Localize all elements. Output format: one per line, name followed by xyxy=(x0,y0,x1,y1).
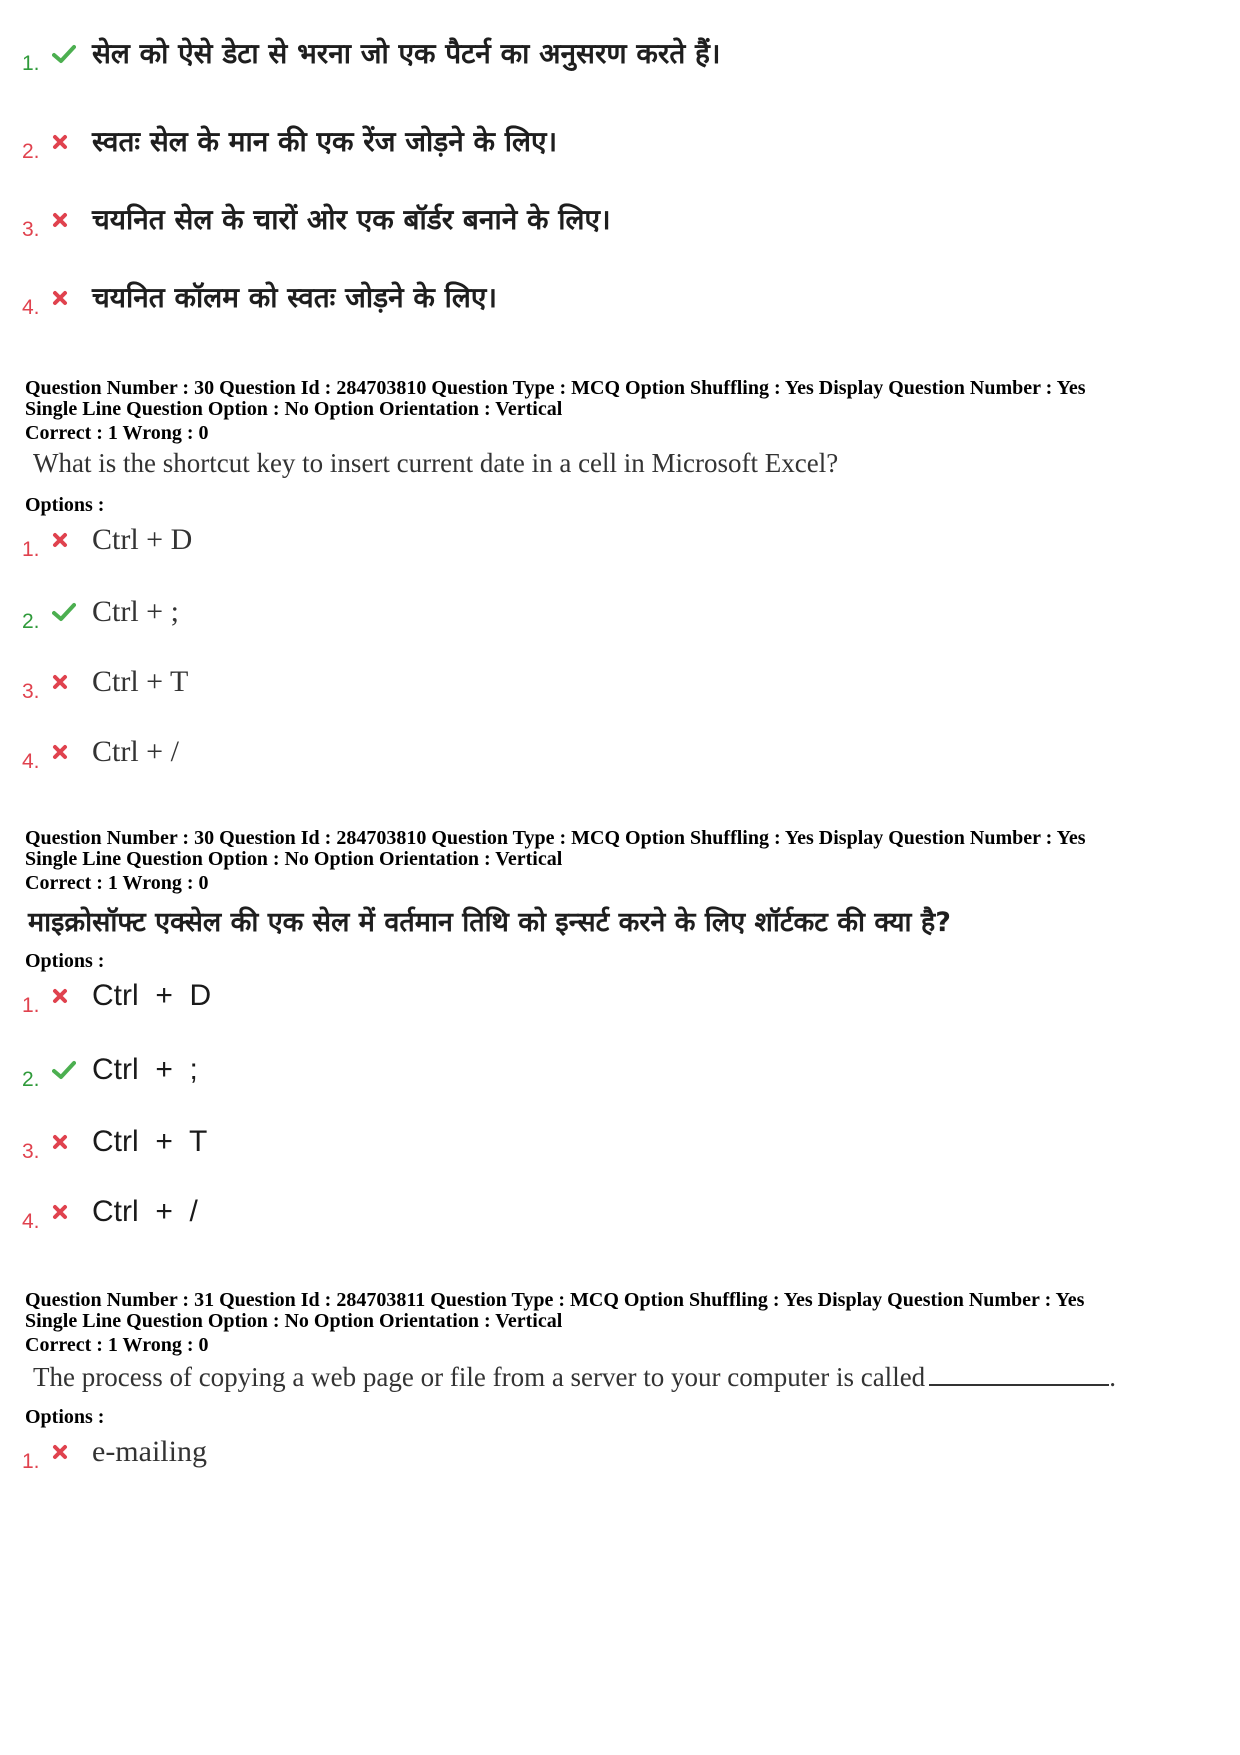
option-row[interactable] xyxy=(22,196,611,244)
score-line: Correct : 1 Wrong : 0 xyxy=(25,872,209,894)
option-text: Ctrl + D xyxy=(92,523,193,556)
option-row[interactable] xyxy=(22,516,192,564)
cross-icon xyxy=(52,212,92,228)
cross-icon xyxy=(52,134,92,150)
option-text: चयनित सेल के चारों ओर एक बॉर्डर बनाने के लिए। xyxy=(92,203,611,236)
option-text: Ctrl + / xyxy=(92,735,179,768)
option-number: 4. xyxy=(22,750,40,773)
option-number: 3. xyxy=(22,680,40,703)
option-text: Ctrl + ; xyxy=(92,595,179,628)
check-icon xyxy=(52,602,92,622)
option-number: 1. xyxy=(22,52,40,75)
question-text: माइक्रोसॉफ्ट एक्सेल की एक सेल में वर्तमान तिथि को इन्सर्ट करने के लिए शॉर्टकट की क्या है? xyxy=(28,907,951,938)
option-text: Ctrl + / xyxy=(92,1195,198,1228)
option-row[interactable] xyxy=(22,1428,207,1476)
option-text: स्वतः सेल के मान की एक रेंज जोड़ने के लिए। xyxy=(92,125,558,158)
option-number: 3. xyxy=(22,218,40,241)
option-text: Ctrl + T xyxy=(92,1125,208,1158)
question-meta xyxy=(25,378,1225,420)
option-number: 1. xyxy=(22,538,40,561)
question-text xyxy=(33,1358,1116,1393)
cross-icon xyxy=(52,674,92,690)
option-number: 4. xyxy=(22,296,40,319)
check-icon xyxy=(52,1060,92,1080)
option-row[interactable] xyxy=(22,972,211,1020)
option-row[interactable] xyxy=(22,588,179,636)
option-row[interactable] xyxy=(22,30,721,78)
cross-icon xyxy=(52,1444,92,1460)
check-icon xyxy=(52,44,92,64)
option-row[interactable] xyxy=(22,274,497,322)
question-meta xyxy=(25,1290,1225,1332)
option-text: Ctrl + ; xyxy=(92,1053,198,1086)
option-text: Ctrl + T xyxy=(92,665,189,698)
option-text: Ctrl + D xyxy=(92,979,212,1012)
option-number: 3. xyxy=(22,1140,40,1163)
score-line: Correct : 1 Wrong : 0 xyxy=(25,422,209,444)
fill-in-blank xyxy=(929,1358,1109,1386)
option-text: चयनित कॉलम को स्वतः जोड़ने के लिए। xyxy=(92,281,497,314)
cross-icon xyxy=(52,988,92,1004)
score-line: Correct : 1 Wrong : 0 xyxy=(25,1334,209,1356)
question-meta-line-2: Single Line Question Option : No Option Orientation : Vertical xyxy=(25,848,563,870)
option-row[interactable] xyxy=(22,1118,207,1166)
option-number: 2. xyxy=(22,140,40,163)
option-row[interactable] xyxy=(22,1188,198,1236)
option-number: 1. xyxy=(22,1450,40,1473)
question-text-end: . xyxy=(1109,1362,1116,1392)
option-row[interactable] xyxy=(22,658,188,706)
option-row[interactable] xyxy=(22,118,557,166)
option-text: e-mailing xyxy=(92,1435,207,1468)
cross-icon xyxy=(52,1204,92,1220)
option-row[interactable] xyxy=(22,728,179,776)
options-label: Options : xyxy=(25,494,105,516)
option-row[interactable] xyxy=(22,1046,198,1094)
question-meta-line-1: Question Number : 30 Question Id : 284703810 Question Type : MCQ Option Shuffling : Yes Display Question Number : Yes xyxy=(25,827,1086,849)
question-text: What is the shortcut key to insert current date in a cell in Microsoft Excel? xyxy=(33,448,839,478)
options-label: Options : xyxy=(25,1406,105,1428)
cross-icon xyxy=(52,744,92,760)
cross-icon xyxy=(52,532,92,548)
question-meta xyxy=(25,828,1225,870)
cross-icon xyxy=(52,290,92,306)
option-text: सेल को ऐसे डेटा से भरना जो एक पैटर्न का अनुसरण करते हैं। xyxy=(92,37,721,70)
option-number: 4. xyxy=(22,1210,40,1233)
cross-icon xyxy=(52,1134,92,1150)
question-text-main: The process of copying a web page or file from a server to your computer is called xyxy=(33,1362,926,1392)
option-number: 1. xyxy=(22,994,40,1017)
question-meta-line-2: Single Line Question Option : No Option Orientation : Vertical xyxy=(25,1310,563,1332)
option-number: 2. xyxy=(22,610,40,633)
options-label: Options : xyxy=(25,950,105,972)
question-meta-line-1: Question Number : 30 Question Id : 284703810 Question Type : MCQ Option Shuffling : Yes Display Question Number : Yes xyxy=(25,377,1086,399)
question-meta-line-2: Single Line Question Option : No Option Orientation : Vertical xyxy=(25,398,563,420)
question-meta-line-1: Question Number : 31 Question Id : 284703811 Question Type : MCQ Option Shuffling : Yes Display Question Number : Yes xyxy=(25,1289,1085,1311)
option-number: 2. xyxy=(22,1068,40,1091)
